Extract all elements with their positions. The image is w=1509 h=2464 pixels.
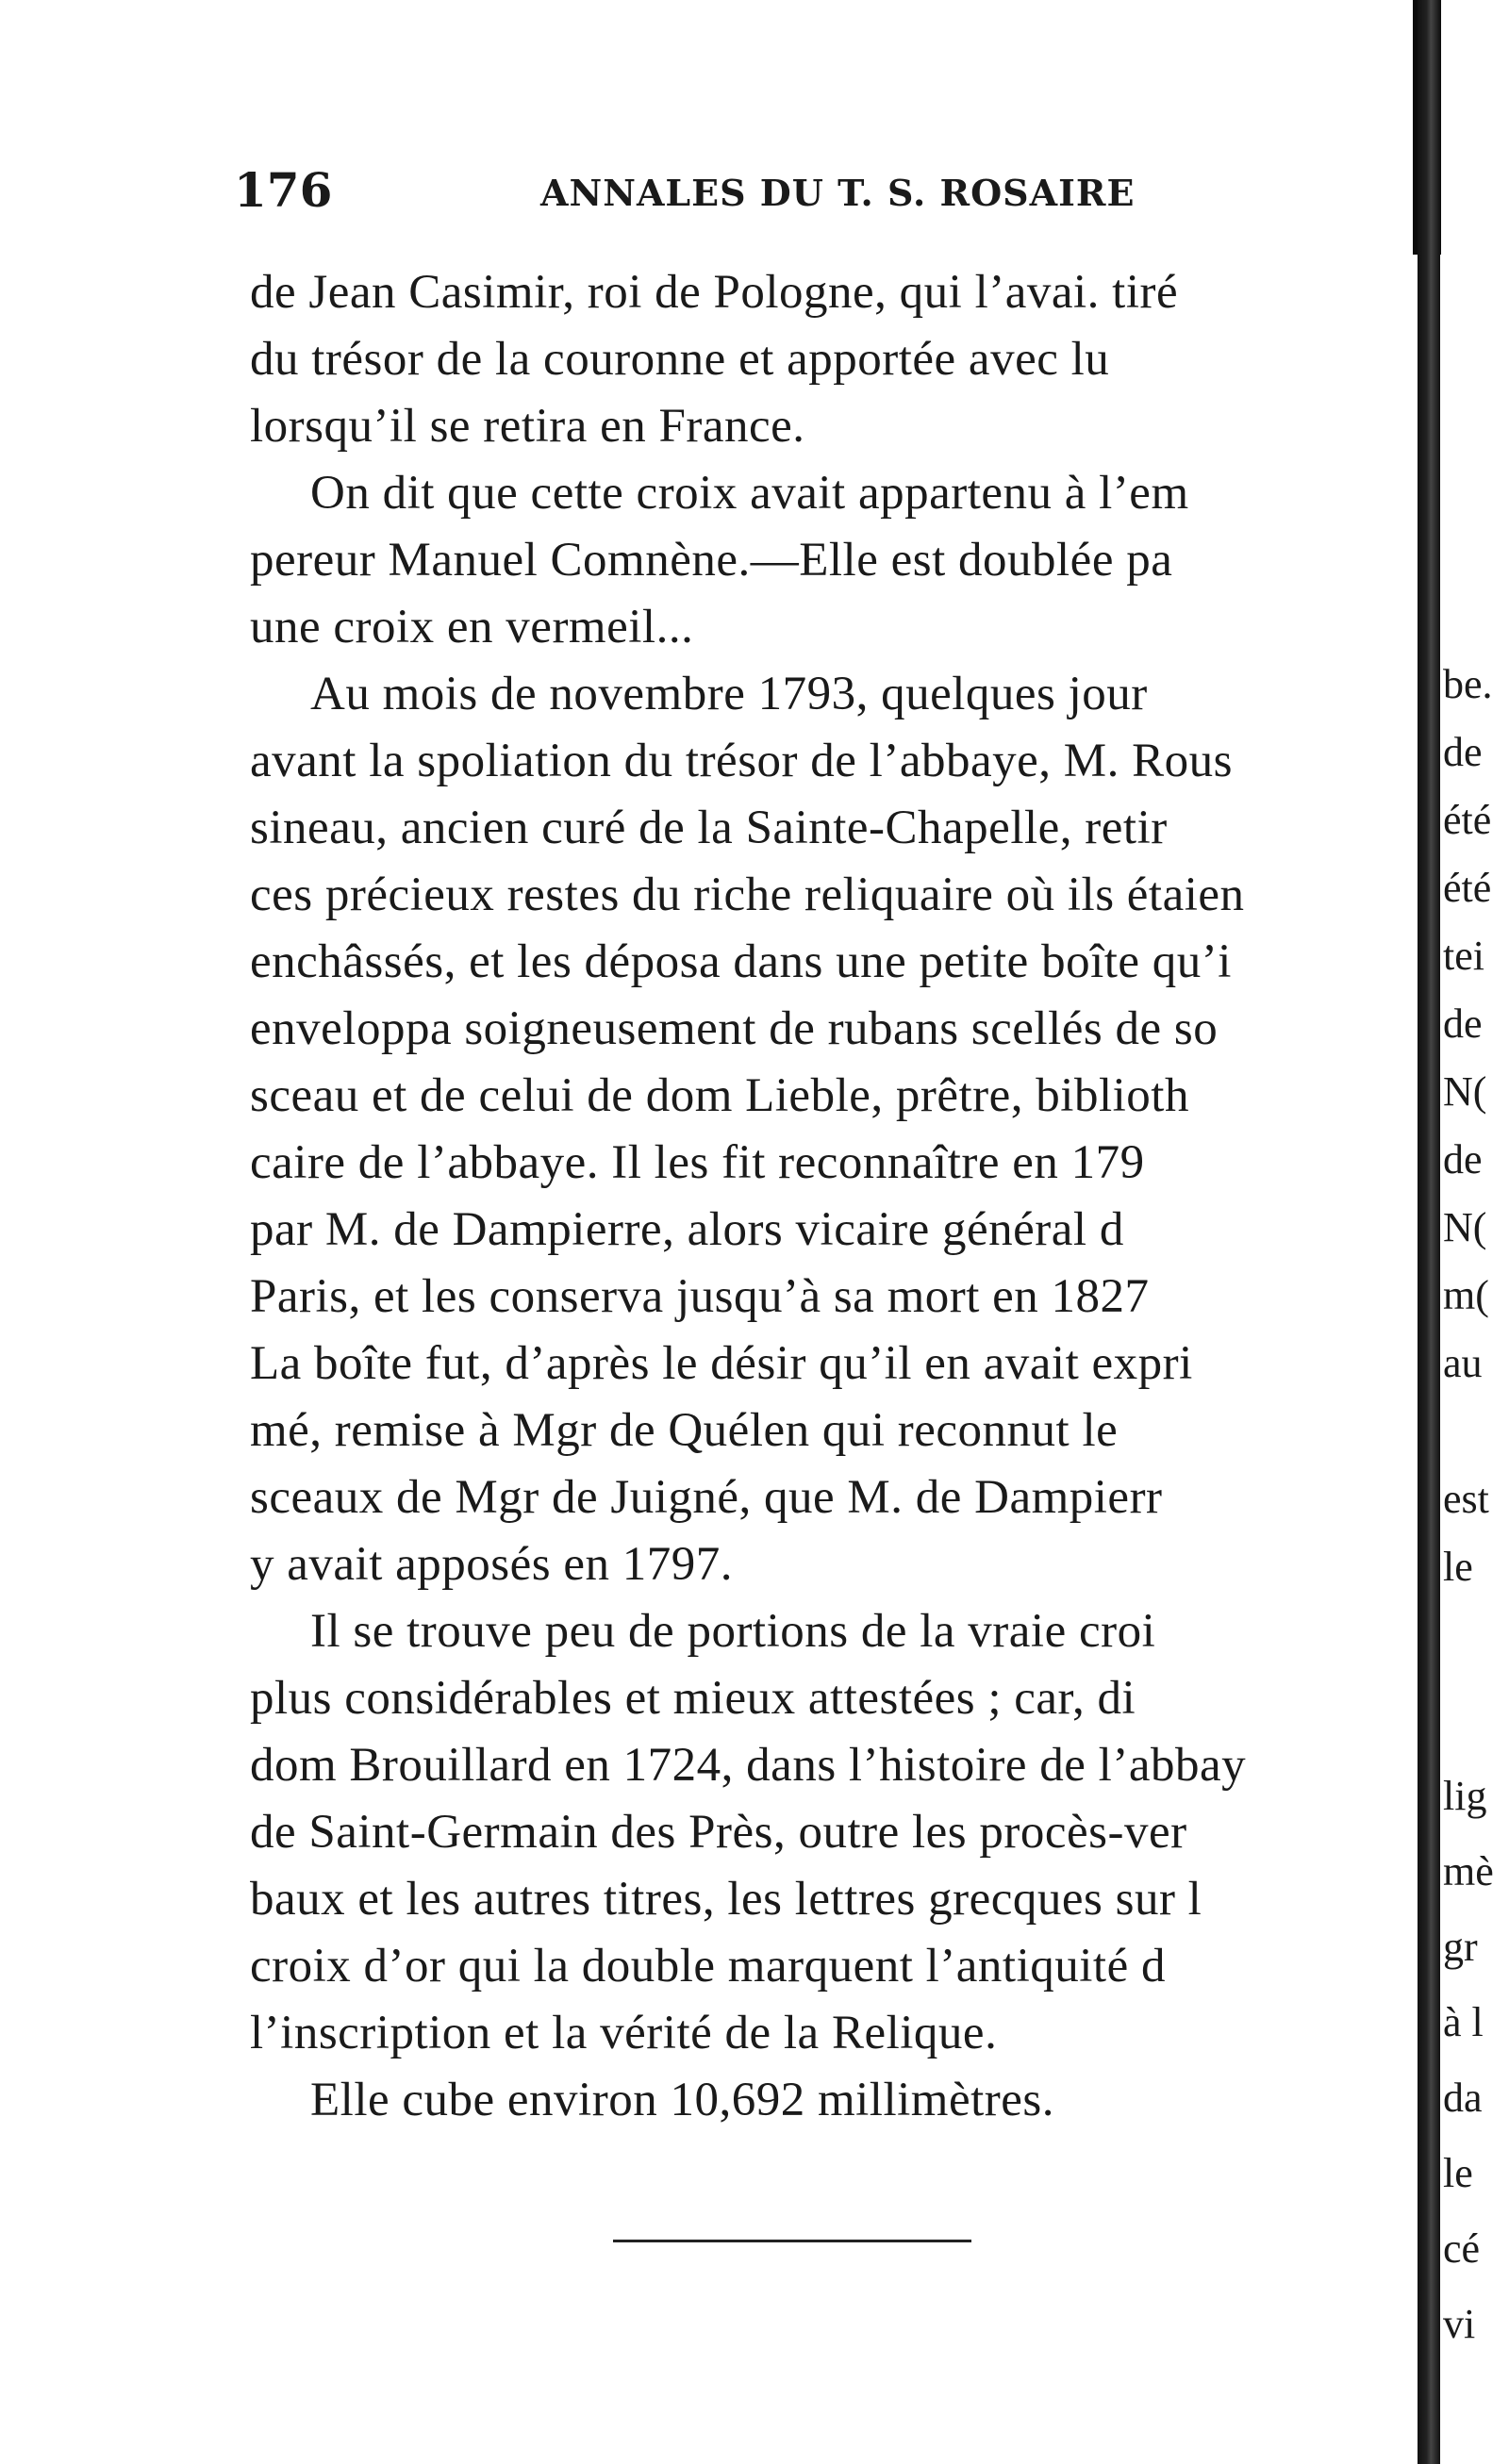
- edge-fragment: be.: [1443, 661, 1493, 707]
- running-title: ANNALES DU T. S. ROSAIRE: [540, 172, 1136, 214]
- text-line: plus considérables et mieux attestées ; car, di: [250, 1672, 1136, 1725]
- section-end-rule: [613, 2240, 971, 2242]
- edge-fragment: est: [1443, 1476, 1489, 1522]
- edge-fragment: N(: [1443, 1068, 1487, 1115]
- text-line: y avait apposés en 1797.: [250, 1538, 733, 1591]
- edge-fragment: tei: [1443, 933, 1484, 979]
- text-line: Paris, et les conserva jusqu’à sa mort en 1827: [250, 1270, 1150, 1323]
- text-line: lorsqu’il se retira en France.: [250, 400, 805, 453]
- text-line: mé, remise à Mgr de Quélen qui reconnut le: [250, 1404, 1119, 1457]
- text-line: de Saint-Germain des Près, outre les procès-ver: [250, 1806, 1187, 1859]
- text-line: baux et les autres titres, les lettres grecques sur l: [250, 1873, 1202, 1926]
- edge-fragment: mè: [1443, 1848, 1494, 1894]
- edge-fragment: m(: [1443, 1272, 1489, 1318]
- text-line: sceau et de celui de dom Lieble, prêtre, biblioth: [250, 1069, 1189, 1122]
- edge-fragment: cé: [1443, 2225, 1481, 2272]
- edge-fragment: au: [1443, 1340, 1483, 1386]
- text-line: l’inscription et la vérité de la Relique.: [250, 2007, 998, 2059]
- next-page-edge-upper: [1443, 651, 1509, 1601]
- text-line: pereur Manuel Comnène.—Elle est doublée pa: [250, 534, 1173, 587]
- text-line: enveloppa soigneusement de rubans scellés de so: [250, 1002, 1219, 1055]
- body-text: [250, 259, 1457, 2126]
- text-line: Au mois de novembre 1793, quelques jour: [310, 668, 1148, 720]
- book-binding-edge: [1418, 0, 1440, 2464]
- edge-fragment: vi: [1443, 2301, 1476, 2347]
- page-header: [234, 162, 1451, 228]
- text-line: enchâssés, et les déposa dans une petite boîte qu’i: [250, 935, 1232, 988]
- text-line: ces précieux restes du riche reliquaire où ils étaien: [250, 868, 1245, 921]
- edge-fragment: gr: [1443, 1924, 1478, 1970]
- text-line: Il se trouve peu de portions de la vraie croi: [310, 1605, 1156, 1658]
- edge-fragment: de: [1443, 729, 1483, 775]
- edge-fragment: N(: [1443, 1204, 1487, 1250]
- text-line: une croix en vermeil...: [250, 601, 694, 653]
- text-line: sceaux de Mgr de Juigné, que M. de Dampierr: [250, 1471, 1163, 1524]
- text-line: dom Brouillard en 1724, dans l’histoire de l’abbay: [250, 1739, 1247, 1792]
- text-line: La boîte fut, d’après le désir qu’il en avait expri: [250, 1337, 1193, 1390]
- page-number: 176: [234, 162, 333, 218]
- edge-fragment: lig: [1443, 1773, 1487, 1819]
- text-line: sineau, ancien curé de la Sainte-Chapelle, retir: [250, 802, 1168, 854]
- text-line: avant la spoliation du trésor de l’abbaye, M. Rous: [250, 735, 1233, 787]
- next-page-edge-lower: [1443, 1759, 1509, 2362]
- edge-fragment: de: [1443, 1136, 1483, 1182]
- text-line: croix d’or qui la double marquent l’antiquité d: [250, 1940, 1166, 1993]
- edge-fragment: de: [1443, 1000, 1483, 1047]
- text-line: du trésor de la couronne et apportée avec lu: [250, 333, 1110, 386]
- edge-fragment: da: [1443, 2075, 1483, 2121]
- edge-fragment: été: [1443, 865, 1492, 911]
- text-line: par M. de Dampierre, alors vicaire général d: [250, 1203, 1124, 1256]
- edge-fragment: le: [1443, 2150, 1473, 2196]
- text-line: On dit que cette croix avait appartenu à l’em: [310, 467, 1189, 520]
- text-line: de Jean Casimir, roi de Pologne, qui l’avai. tiré: [250, 266, 1179, 319]
- text-line: caire de l’abbaye. Il les fit reconnaître en 179: [250, 1136, 1145, 1189]
- text-line: Elle cube environ 10,692 millimètres.: [310, 2074, 1054, 2126]
- edge-fragment: [1443, 1397, 1509, 1465]
- edge-fragment: été: [1443, 797, 1492, 843]
- edge-fragment: le: [1443, 1544, 1473, 1590]
- edge-fragment: à l: [1443, 1999, 1484, 2045]
